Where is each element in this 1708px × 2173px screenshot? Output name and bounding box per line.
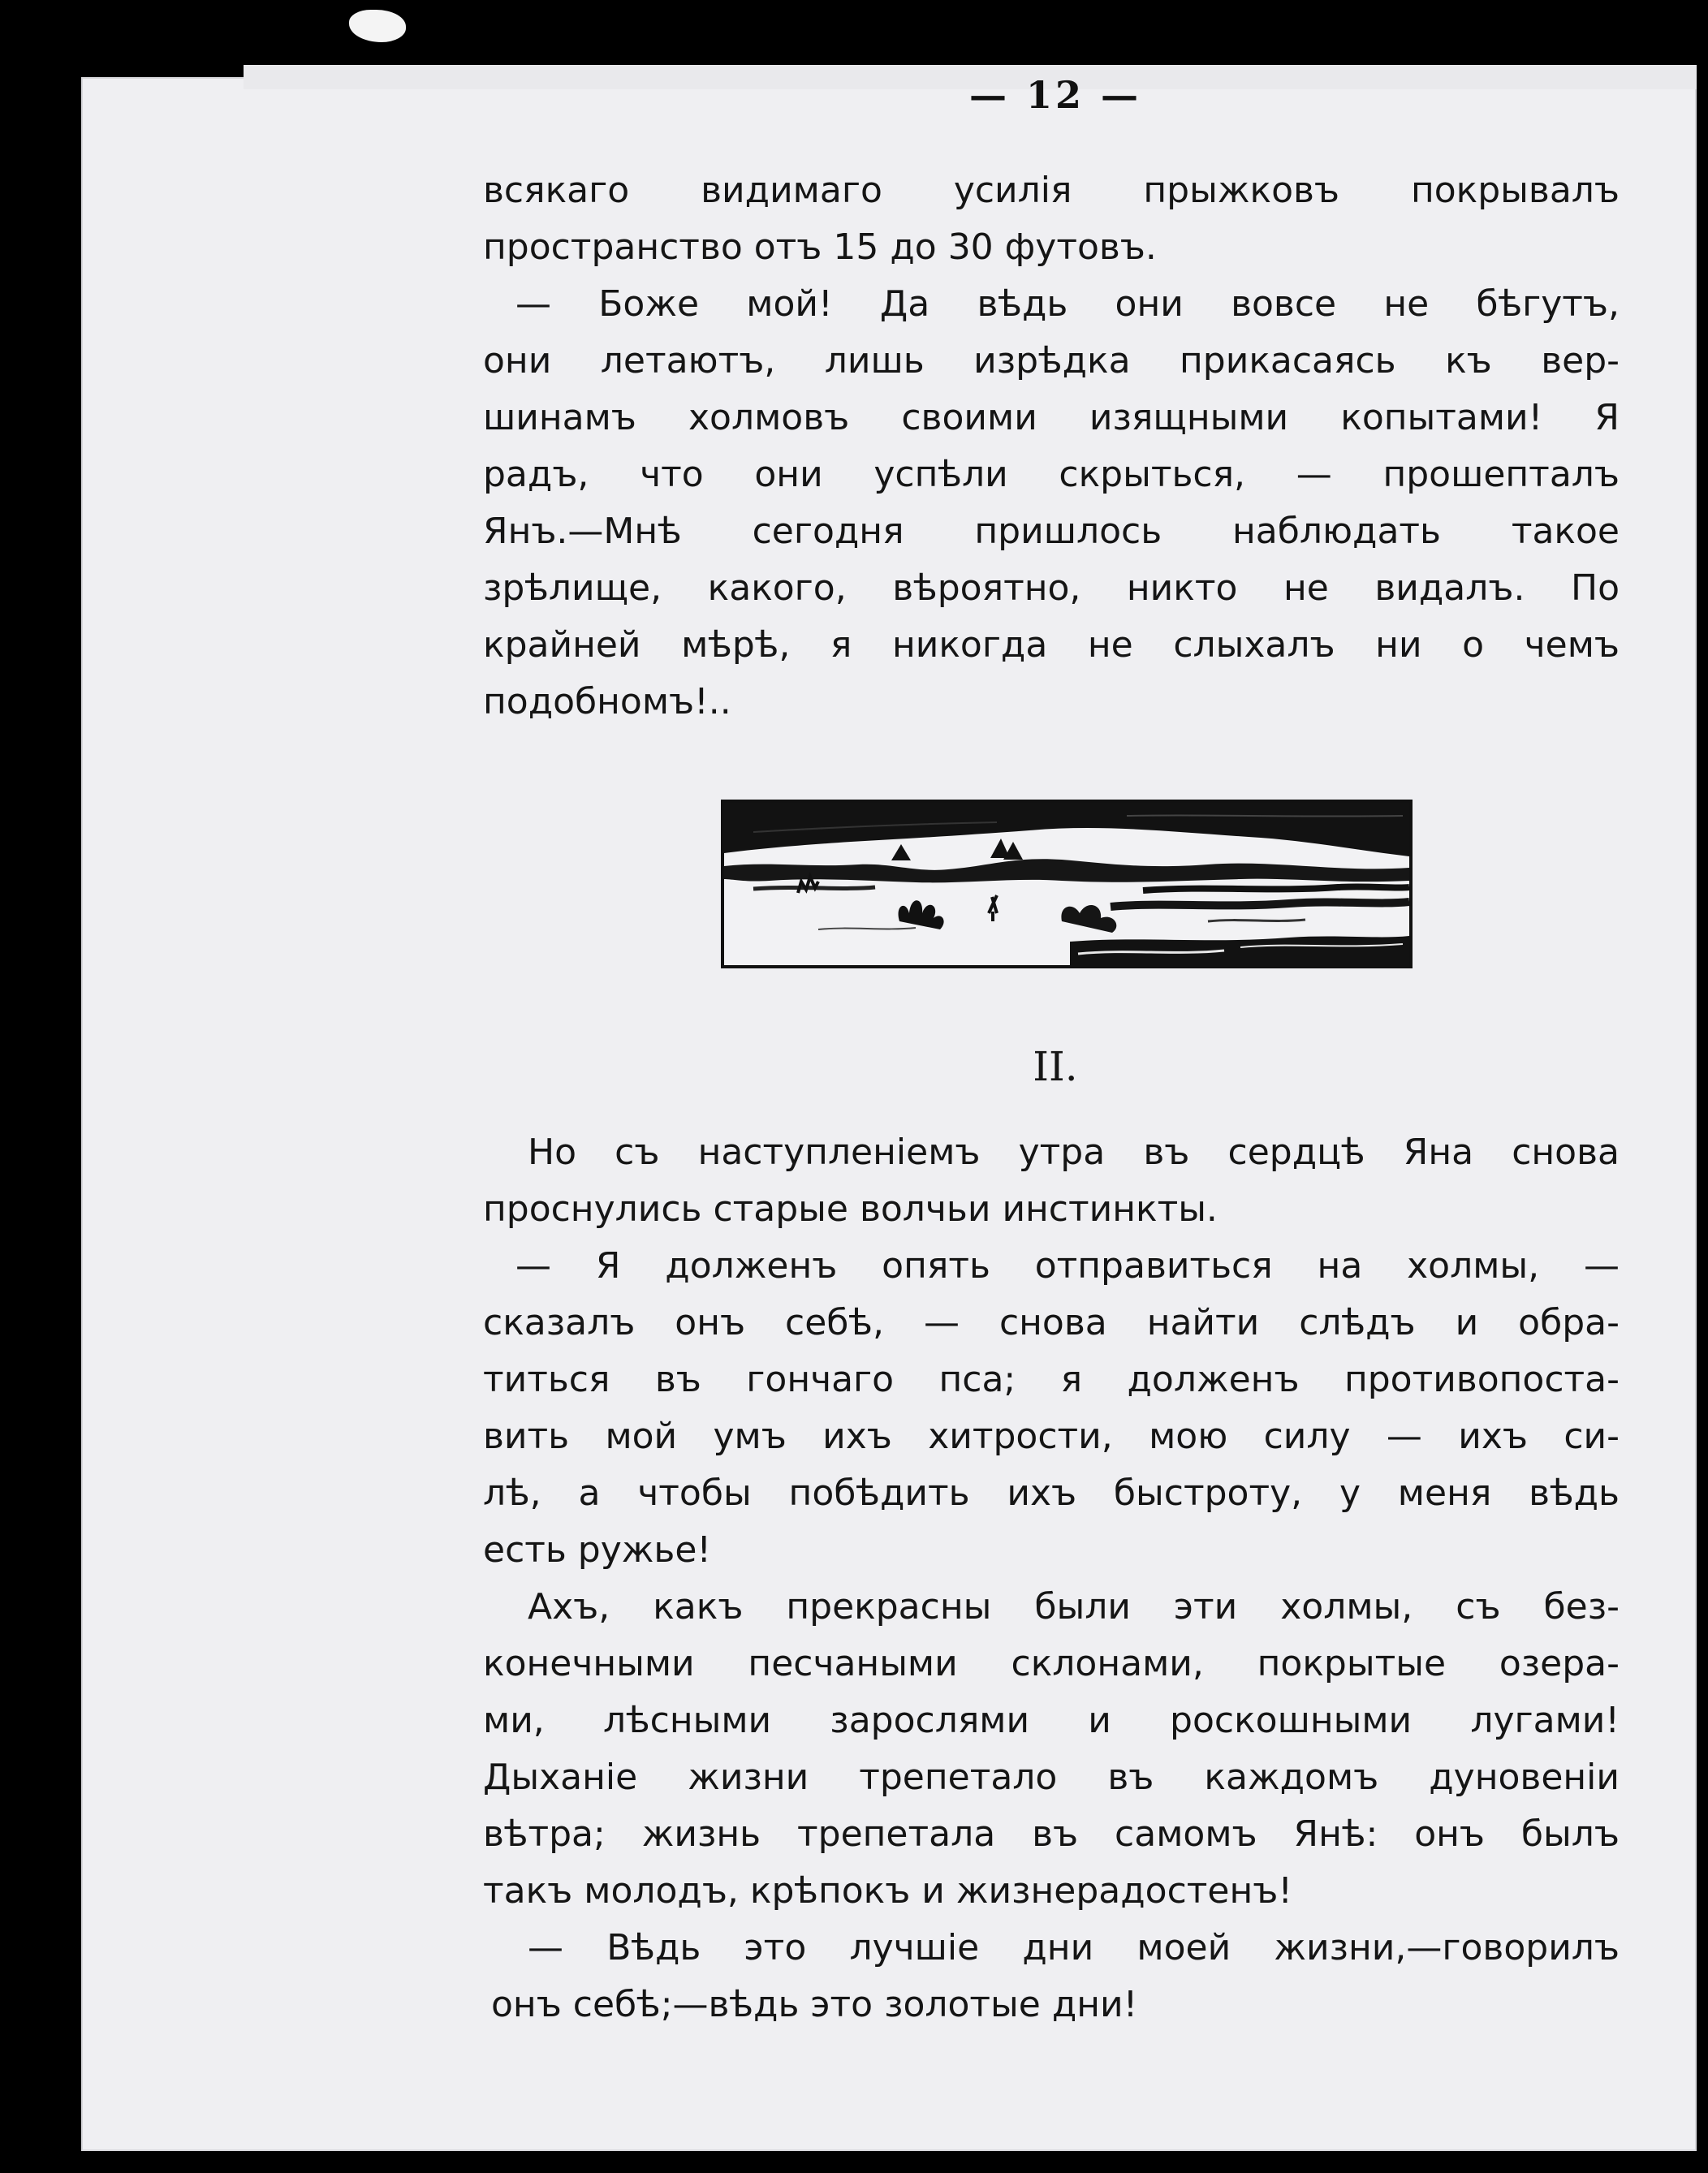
- text-line: есть ружье!: [483, 1529, 712, 1571]
- text-line: лѣ, а чтобы побѣдить ихъ быстроту, у меня вѣдь: [483, 1472, 1620, 1514]
- text-line: проснулись старые волчьи инстинкты.: [483, 1188, 1218, 1230]
- text-line: онъ себѣ;—вѣдь это золотые дни!: [491, 1984, 1138, 2025]
- text-line: Янъ.—Мнѣ сегодня пришлось наблюдать такое: [483, 511, 1620, 552]
- text-line: — Боже мой! Да вѣдь они вовсе не бѣгутъ,: [515, 283, 1620, 325]
- page-number: — 12 —: [968, 73, 1142, 117]
- text-line: ми, лѣсными зарослями и роскошными лугами!: [483, 1700, 1620, 1741]
- text-line: титься въ гончаго пса; я долженъ противопоста-: [483, 1359, 1620, 1400]
- landscape-vignette: [721, 800, 1413, 968]
- text-line: Ахъ, какъ прекрасны были эти холмы, съ без-: [528, 1586, 1620, 1628]
- text-line: радъ, что они успѣли скрыться, — прошепталъ: [483, 454, 1620, 495]
- text-line: — Я долженъ опять отправиться на холмы, —: [515, 1245, 1620, 1287]
- paper-fleck: [349, 10, 406, 42]
- text-line: зрѣлище, какого, вѣроятно, никто не видалъ. По: [483, 567, 1620, 609]
- text-line: вѣтра; жизнь трепетала въ самомъ Янѣ: онъ былъ: [483, 1813, 1620, 1855]
- text-line: Но съ наступленіемъ утра въ сердцѣ Яна снова: [528, 1132, 1620, 1173]
- text-line: такъ молодъ, крѣпокъ и жизнерадостенъ!: [483, 1870, 1292, 1912]
- text-line: сказалъ онъ себѣ, — снова найти слѣдъ и обра-: [483, 1302, 1620, 1343]
- text-line: пространство отъ 15 до 30 футовъ.: [483, 226, 1157, 268]
- text-line: Дыханіе жизни трепетало въ каждомъ дуновеніи: [483, 1757, 1620, 1798]
- text-block-before: [483, 162, 1620, 731]
- text-line: крайней мѣрѣ, я никогда не слыхалъ ни о чемъ: [483, 624, 1620, 666]
- text-line: вить мой умъ ихъ хитрости, мою силу — ихъ си-: [483, 1416, 1620, 1457]
- text-line: конечными песчаными склонами, покрытые озера-: [483, 1643, 1620, 1684]
- text-line: подобномъ!..: [483, 681, 731, 722]
- text-block-after: [483, 1124, 1620, 2033]
- text-line: шинамъ холмовъ своими изящными копытами! Я: [483, 397, 1620, 438]
- text-line: они летаютъ, лишь изрѣдка прикасаясь къ вер-: [483, 340, 1620, 382]
- chapter-heading: II.: [1033, 1043, 1078, 1090]
- text-line: всякаго видимаго усилія прыжковъ покрывалъ: [483, 170, 1620, 211]
- text-line: — Вѣдь это лучшіе дни моей жизни,—говорилъ: [528, 1927, 1620, 1968]
